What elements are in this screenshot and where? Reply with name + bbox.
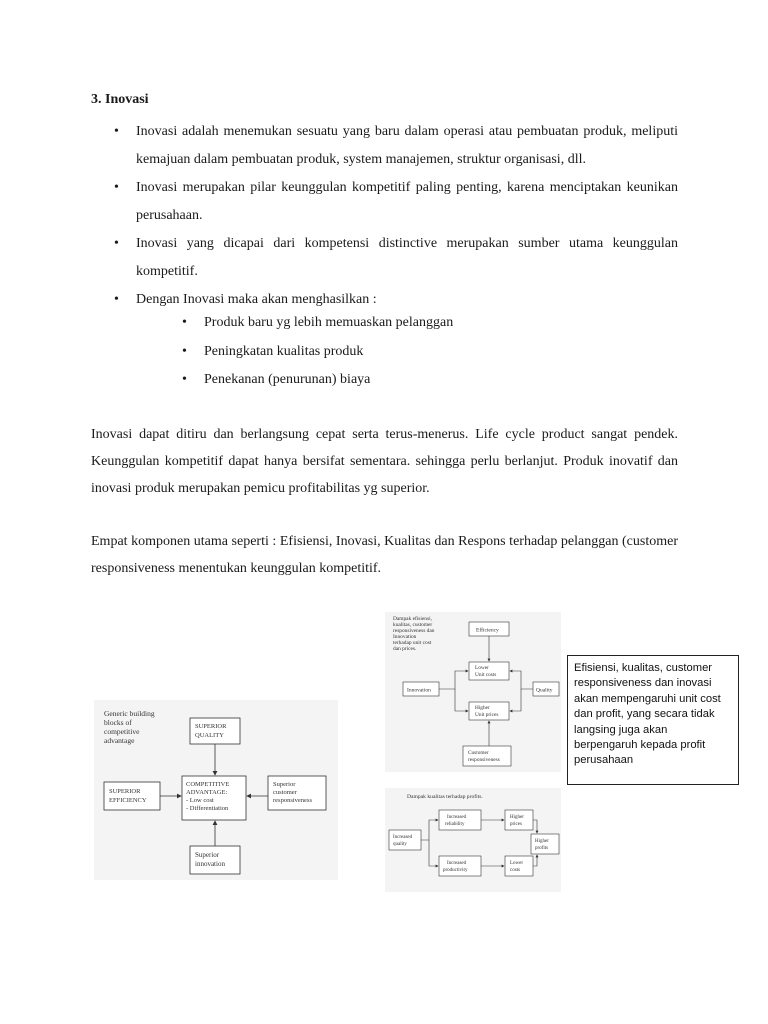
bullet-item: • Inovasi yang dicapai dari kompetensi distinctive merupakan sumber utama keunggulan kompetitif. xyxy=(110,230,678,286)
caption-line: terhadap unit cost xyxy=(393,640,432,646)
figure-building-blocks xyxy=(94,700,338,880)
box-label: Efficiency xyxy=(476,627,499,634)
bullet-item: • Inovasi merupakan pilar keunggulan kompetitif paling penting, karena menciptakan keunikan perusahaan. xyxy=(110,174,678,230)
arrow xyxy=(533,855,537,866)
box-label: productivity xyxy=(443,868,468,873)
box-higher-profits xyxy=(531,834,559,854)
bullet-list xyxy=(110,118,678,314)
box-superior-quality xyxy=(190,718,240,744)
unit-cost-diagram xyxy=(385,612,561,772)
box-label: Superior xyxy=(273,781,296,788)
arrow xyxy=(510,689,521,711)
box-label: Increased xyxy=(447,815,467,820)
box-label: Customer xyxy=(468,750,489,756)
box-label: Higher xyxy=(475,705,490,711)
caption: Dampak kualitas terhadap profits. xyxy=(407,794,483,800)
box-label: Increased xyxy=(393,835,413,840)
box-increased-quality xyxy=(389,830,421,850)
box-superior-efficiency xyxy=(104,782,160,810)
sub-bullet-item: • Produk baru yg lebih memuaskan pelanggan xyxy=(180,309,580,338)
box-label: prices xyxy=(510,822,522,827)
box-label: Innovation xyxy=(407,687,431,694)
box-label: Quality xyxy=(536,687,553,694)
box-label: SUPERIOR xyxy=(195,723,227,730)
quality-profits-diagram xyxy=(385,788,561,892)
box-lower-costs xyxy=(505,856,533,876)
box-label: QUALITY xyxy=(195,732,224,739)
building-blocks-diagram xyxy=(94,700,338,880)
box-increased-reliability xyxy=(439,810,481,830)
box-label: EFFICIENCY xyxy=(109,797,147,804)
figure-unit-cost-prices xyxy=(385,612,561,772)
box-label: Increased xyxy=(447,861,467,866)
box-label: Superior xyxy=(195,851,220,859)
caption-line: Innovation xyxy=(393,634,417,640)
caption-line: Dampak efisiensi, xyxy=(393,616,432,622)
section-heading: 3. Inovasi xyxy=(91,92,149,107)
box-label: SUPERIOR xyxy=(109,788,141,795)
box-increased-productivity xyxy=(439,856,481,876)
bullet-item: • Dengan Inovasi maka akan menghasilkan : xyxy=(110,286,678,314)
box-label: responsiveness xyxy=(468,757,500,763)
box-label: Higher xyxy=(510,815,524,820)
arrow xyxy=(429,840,438,866)
box-label: innovation xyxy=(195,860,225,868)
arrow xyxy=(421,820,438,840)
caption-line: advantage xyxy=(104,736,135,745)
arrow xyxy=(510,671,533,689)
sub-bullet-item: • Peningkatan kualitas produk xyxy=(180,338,580,367)
sub-bullet-list xyxy=(180,309,580,395)
box-label: COMPETITIVE xyxy=(186,781,230,788)
caption-line: kualitas, customer xyxy=(393,622,433,628)
box-customer-responsiveness xyxy=(463,746,511,766)
sub-bullet-item: • Penekanan (penurunan) biaya xyxy=(180,366,580,395)
arrow xyxy=(439,671,468,689)
box-label: quality xyxy=(393,842,407,847)
box-label: responsiveness xyxy=(273,797,312,804)
figure-quality-profits xyxy=(385,788,561,892)
box-label: - Low cost xyxy=(186,797,214,804)
box-label: Unit costs xyxy=(475,672,497,678)
caption-line: dan prices. xyxy=(393,646,417,652)
box-higher-prices xyxy=(505,810,533,830)
arrow xyxy=(455,689,468,711)
box-label: Higher xyxy=(535,839,549,844)
caption-line: Generic building xyxy=(104,709,155,718)
box-label: Lower xyxy=(475,665,489,671)
caption-line: responsiveness dan xyxy=(393,628,435,634)
box-label: Lower xyxy=(510,861,524,866)
box-label: - Differentiation xyxy=(186,805,229,812)
box-label: ADVANTAGE: xyxy=(186,789,228,796)
callout-box: Efisiensi, kualitas, customer responsiveness dan inovasi akan mempengaruhi unit cost dan profit, yang secara tidak langsing juga akan berpengaruh kepada profit perusahaan xyxy=(567,655,739,785)
bullet-item: • Inovasi adalah menemukan sesuatu yang baru dalam operasi atau pembuatan produk, meliputi kemajuan dalam pembuatan produk, system manajemen, struktur organisasi, dll. xyxy=(110,118,678,174)
arrow xyxy=(533,820,537,833)
box-label: customer xyxy=(273,789,297,796)
box-label: costs xyxy=(510,868,520,873)
box-label: Unit prices xyxy=(475,712,499,718)
caption-line: competitive xyxy=(104,727,140,736)
caption-line: blocks of xyxy=(104,718,132,727)
box-label: reliability xyxy=(445,822,465,827)
paragraph-empat-komponen: Empat komponen utama seperti : Efisiensi, Inovasi, Kualitas dan Respons terhadap pelanggan (customer responsiveness menentukan keunggulan kompetitif. xyxy=(91,534,678,576)
paragraph-inovasi: Inovasi dapat ditiru dan berlangsung cepat serta terus-menerus. Life cycle product sangat pendek. Keunggulan kompetitif dapat hanya bersifat sementara. sehingga perlu berlanjut. Produk inovatif dan inovasi produk merupakan pemicu profitabilitas yg superior. xyxy=(91,427,678,496)
box-label: profits xyxy=(535,846,549,851)
